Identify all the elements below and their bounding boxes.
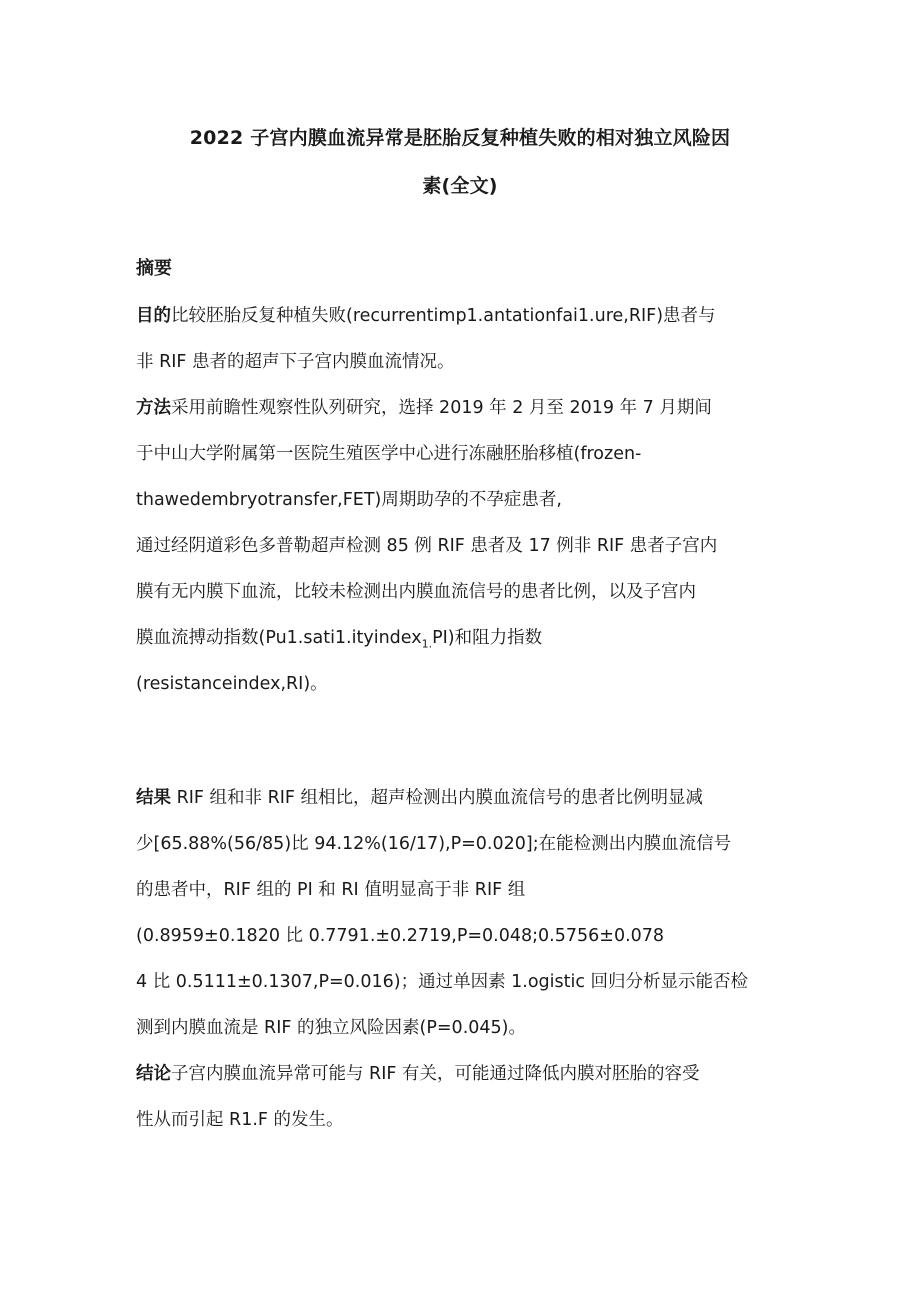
results-line-5: 4 比 0.5111±0.1307,P=0.016)；通过单因素 1.ogistic 回归分析显示能否检 [136, 972, 749, 992]
methods-line-1: 方法采用前瞻性观察性队列研究，选择 2019 年 2 月至 2019 年 7 月期间 [136, 398, 712, 418]
conclusion-line-1: 结论子宫内膜血流异常可能与 RIF 有关，可能通过降低内膜对胚胎的容受 [136, 1064, 700, 1084]
results-line-2: 少[65.88%(56/85)比 94.12%(16/17),P=0.020];在能检测出内膜血流信号 [136, 834, 732, 854]
abstract-body-part-2 [136, 775, 786, 1143]
results-line-3: 的患者中，RIF 组的 PI 和 RI 值明显高于非 RIF 组 [136, 880, 526, 900]
results-label: 结果 [136, 788, 171, 808]
methods-label: 方法 [136, 398, 171, 418]
methods-line-7: (resistanceindex,RI)。 [136, 674, 328, 694]
abstract-body-part-1 [136, 293, 786, 707]
objective-line-1: 目的比较胚胎反复种植失败(recurrentimp1.antationfai1.ure,RIF)患者与 [136, 306, 716, 326]
methods-line-3: thawedembryotransfer,FET)周期助孕的不孕症患者, [136, 490, 562, 510]
abstract-heading: 摘要 [136, 258, 172, 279]
methods-line-5: 膜有无内膜下血流，比较未检测出内膜血流信号的患者比例，以及子宫内 [136, 582, 696, 602]
results-line-4: (0.8959±0.1820 比 0.7791.±0.2719,P=0.048;0.5756±0.078 [136, 926, 665, 946]
conclusion-label: 结论 [136, 1064, 171, 1084]
objective-label: 目的 [136, 306, 171, 326]
document-title-line-1: 2022 子宫内膜血流异常是胚胎反复种植失败的相对独立风险因 [189, 127, 731, 149]
methods-line-2: 于中山大学附属第一医院生殖医学中心进行冻融胚胎移植(frozen- [136, 444, 642, 464]
document-title-line-2: 素(全文) [422, 175, 498, 197]
methods-line-6: 膜血流搏动指数(Pu1.sati1.ityindex$_{1.}$PI)和阻力指数 [136, 628, 543, 651]
objective-line-2: 非 RIF 患者的超声下子宫内膜血流情况。 [136, 352, 455, 372]
results-line-1: 结果 RIF 组和非 RIF 组相比，超声检测出内膜血流信号的患者比例明显减 [136, 788, 704, 808]
conclusion-line-2: 性从而引起 R1.F 的发生。 [136, 1110, 344, 1130]
methods-line-4: 通过经阴道彩色多普勒超声检测 85 例 RIF 患者及 17 例非 RIF 患者子宫内 [136, 536, 718, 556]
results-line-6: 测到内膜血流是 RIF 的独立风险因素(P=0.045)。 [136, 1018, 526, 1038]
